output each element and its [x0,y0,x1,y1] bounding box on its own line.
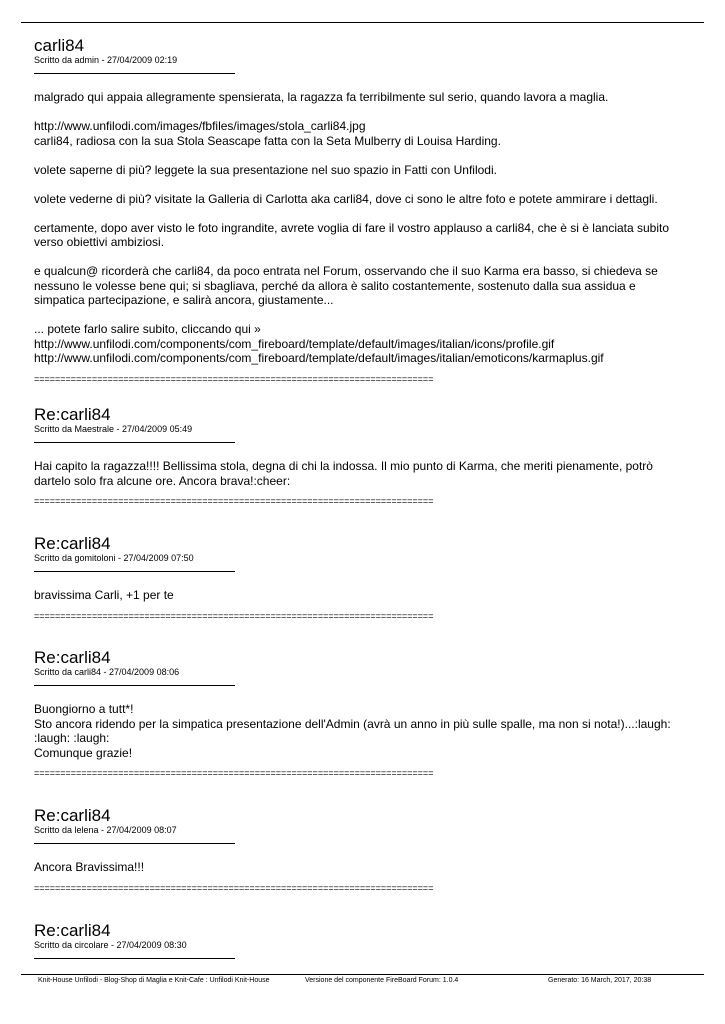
footer-version: Versione del componente FireBoard Forum: 1.0.4 [305,977,459,984]
footer-site: Knit-House Unfilodi - Blog-Shop di Maglia e Knit-Cafe : Unfilodi Knit-House [38,977,270,984]
post-title: Re:carli84 [34,534,111,553]
post-body [34,459,694,488]
post-paragraph: certamente, dopo aver visto le foto ingrandite, avrete voglia di fare il vostro applauso a carli84, che è si è lanciata subito verso obiettivi ambiziosi. [34,220,670,249]
post-body [34,90,694,366]
footer-rule [21,974,704,975]
post-paragraph: e qualcun@ ricorderà che carli84, da poco entrata nel Forum, osservando che il suo Karma era basso, si chiedeva se nessuno le volesse bene qui; si sbagliava, perché da allora è salito costantemente, sostenuto dalla sua assidua e simpatica partecipazione, e salirà ancora, giustamente... [34,264,658,307]
post-body [34,588,694,603]
post [34,37,694,384]
post-paragraph: Ancora Bravissima!!! [34,860,145,874]
post-body [34,860,694,875]
post-meta: Scritto da circolare - 27/04/2009 08:30 [34,940,187,950]
post-separator: ============================================================================ [34,610,434,621]
meta-divider [34,685,235,686]
post [34,922,694,959]
post-title: Re:carli84 [34,405,111,424]
post-title: Re:carli84 [34,806,111,825]
post-meta: Scritto da carli84 - 27/04/2009 08:06 [34,667,180,677]
post-meta: Scritto da admin - 27/04/2009 02:19 [34,55,178,65]
post-paragraph: ... potete farlo salire subito, cliccando qui » http://www.unfilodi.com/components/com_fireboard/template/default/images/italian/icons/profile.gif http://www.unfilodi.com/components/com_fireboard/template/default/images/italian/emoticons/karmaplus.gif [34,322,604,365]
post-paragraph: Buongiorno a tutt*! Sto ancora ridendo per la simpatica presentazione dell'Admin (avrà un anno in più sulle spalle, ma non si nota!)...:laugh: :laugh: :laugh: Comunque grazie! [34,702,671,760]
meta-divider [34,73,235,74]
post-paragraph: Hai capito la ragazza!!!! Bellissima stola, degna di chi la indossa. Il mio punto di Karma, che meriti pienamente, potrò dartelo solo fra alcune ore. Ancora brava!:cheer: [34,459,653,488]
post-paragraph: bravissima Carli, +1 per te [34,588,174,602]
footer-generated: Generato: 16 March, 2017, 20:38 [548,977,652,984]
post [34,535,694,621]
post-separator: ============================================================================ [34,768,434,778]
post-separator: ============================================================================ [34,373,434,384]
meta-divider [34,843,235,844]
post [34,649,694,778]
post-separator: ============================================================================ [34,496,434,506]
post [34,406,694,506]
post [34,807,694,893]
post-meta: Scritto da lelena - 27/04/2009 08:07 [34,825,177,835]
post-meta: Scritto da gomitoloni - 27/04/2009 07:50 [34,553,194,563]
post-separator: ============================================================================ [34,882,434,893]
post-body [34,702,694,760]
meta-divider [34,958,235,959]
post-paragraph: volete saperne di più? leggete la sua presentazione nel suo spazio in Fatti con Unfilodi. [34,162,497,177]
post-title: Re:carli84 [34,921,111,940]
meta-divider [34,571,235,572]
post-meta: Scritto da Maestrale - 27/04/2009 05:49 [34,424,193,434]
post-paragraph: volete vederne di più? visitate la Galleria di Carlotta aka carli84, dove ci sono le altre foto e potete ammirare i dettagli. [34,191,658,206]
top-rule [21,22,704,23]
meta-divider [34,442,235,443]
post-title: Re:carli84 [34,648,111,667]
post-paragraph: malgrado qui appaia allegramente spensierata, la ragazza fa terribilmente sul serio, quando lavora a maglia. [34,90,609,104]
post-title: carli84 [34,36,85,55]
post-paragraph: http://www.unfilodi.com/images/fbfiles/images/stola_carli84.jpg carli84, radiosa con la sua Stola Seascape fatta con la Seta Mulberry di Louisa Harding. [34,119,501,148]
